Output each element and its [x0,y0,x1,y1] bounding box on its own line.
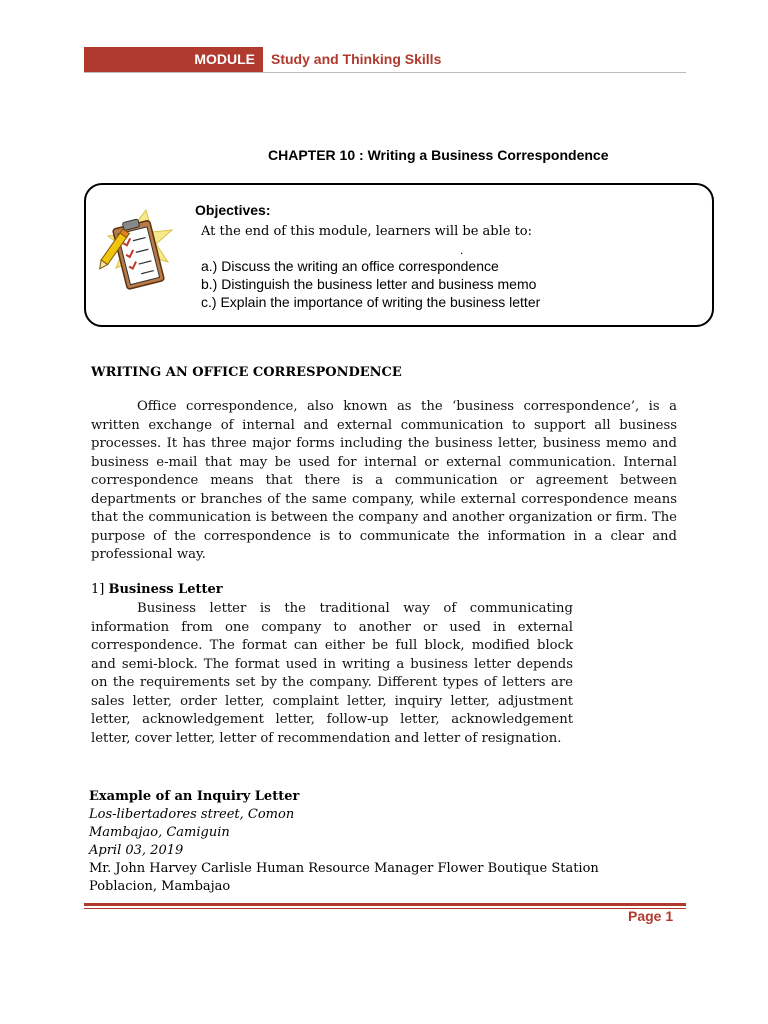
objectives-heading: Objectives: [195,202,271,218]
letter-date: April 03, 2019 [89,843,184,858]
section-paragraph: Office correspondence, also known as the ‘business correspondence’, is a written exchange of internal and external communication to support all business processes. It has three major forms including the business letter, business memo and business e-mail that may be used for internal or external communication. Internal correspondence means that there is a communication or agreement between departments or branches of the same company, while external correspondence means that the communication is between the company and another organization or firm. The purpose of the correspondence is to communicate the information in a clear and professional way. [91,399,677,562]
module-tag: MODULE [84,47,263,72]
address-line: Los-libertadores street, Comon [89,807,295,822]
business-letter-heading [91,582,223,597]
recipient-line: Poblacion, Mambajao [89,879,231,894]
module-title: Study and Thinking Skills [271,51,442,67]
page-number: Page 1 [628,908,674,924]
footer-divider [84,903,686,906]
business-letter-title: Business Letter [108,582,223,597]
objective-item: c.) Explain the importance of writing the business letter [201,294,541,310]
objectives-dot: . [460,243,464,257]
example-heading: Example of an Inquiry Letter [89,789,300,804]
objective-item: b.) Distinguish the business letter and business memo [201,276,537,292]
business-letter-paragraph: Business letter is the traditional way of communicating information from one company to another or used in external correspondence. The format can either be full block, modified block and semi-block. The format used in writing a business letter depends on the requirements set by the company. Different types of letters are sales letter, order letter, complaint letter, inquiry letter, adjustment letter, acknowledgement letter, follow-up letter, acknowledgement letter, cover letter, letter of recommendation and letter of resignation. [91,601,573,746]
header-divider [84,72,686,73]
section-heading: WRITING AN OFFICE CORRESPONDENCE [91,365,402,380]
address-line: Mambajao, Camiguin [89,825,230,840]
objective-item: a.) Discuss the writing an office correspondence [201,258,499,274]
clipboard-checklist-icon [94,202,174,302]
business-letter-number: 1] [91,582,105,597]
footer-divider-thin [84,908,686,909]
recipient-line: Mr. John Harvey Carlisle Human Resource Manager Flower Boutique Station [89,861,599,876]
objectives-intro: At the end of this module, learners will be able to: [201,224,533,239]
chapter-title: CHAPTER 10 : Writing a Business Correspondence [268,147,609,163]
